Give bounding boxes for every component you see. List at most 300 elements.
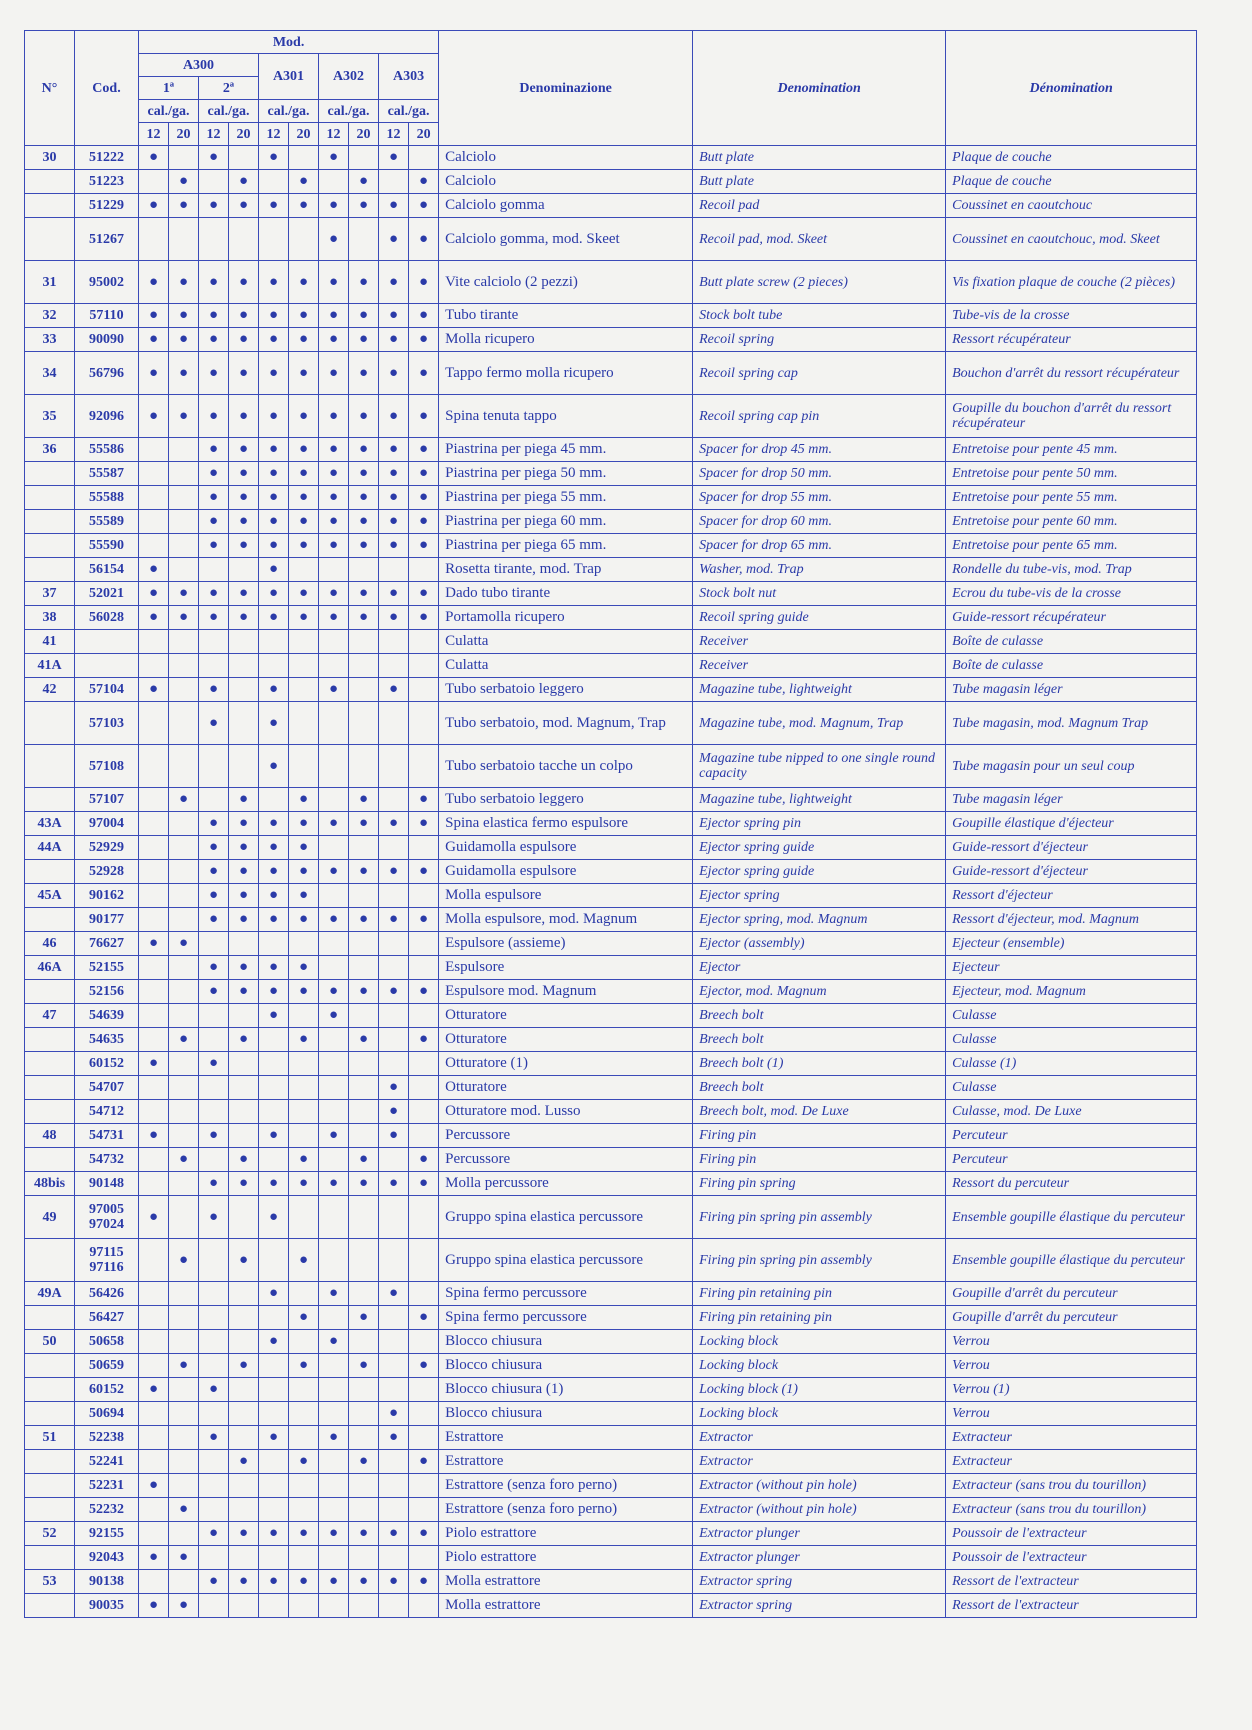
- availability-cell: ●: [199, 352, 229, 395]
- availability-cell: ●: [199, 304, 229, 328]
- availability-cell: ●: [229, 1354, 259, 1378]
- availability-cell: [379, 1474, 409, 1498]
- availability-cell: ●: [229, 908, 259, 932]
- availability-cell: ●: [379, 678, 409, 702]
- table-row: [25, 1148, 1197, 1172]
- availability-cell: ●: [259, 745, 289, 788]
- availability-cell: ●: [319, 462, 349, 486]
- availability-cell: [379, 1450, 409, 1474]
- availability-cell: ●: [379, 1124, 409, 1148]
- part-number: 42: [25, 678, 75, 702]
- denomination-fr-cell: Percuteur: [946, 1148, 1197, 1172]
- availability-cell: [169, 438, 199, 462]
- availability-cell: [379, 836, 409, 860]
- part-code: 56154: [75, 558, 139, 582]
- gauge-header: 20: [349, 123, 379, 146]
- table-row: [25, 884, 1197, 908]
- denominazione-cell: Culatta: [439, 654, 693, 678]
- denomination-cell: Magazine tube, lightweight: [693, 788, 946, 812]
- availability-cell: ●: [349, 395, 379, 438]
- gauge-header: 20: [409, 123, 439, 146]
- part-code: 56796: [75, 352, 139, 395]
- availability-cell: ●: [229, 486, 259, 510]
- availability-cell: [289, 702, 319, 745]
- denomination-fr-cell: Ressort récupérateur: [946, 328, 1197, 352]
- availability-cell: [289, 932, 319, 956]
- availability-cell: [169, 462, 199, 486]
- denomination-fr-cell: Extracteur: [946, 1450, 1197, 1474]
- availability-cell: [229, 1546, 259, 1570]
- table-row: [25, 438, 1197, 462]
- availability-cell: [139, 836, 169, 860]
- availability-cell: [349, 1076, 379, 1100]
- part-code: 52232: [75, 1498, 139, 1522]
- denomination-cell: Recoil spring guide: [693, 606, 946, 630]
- availability-cell: ●: [319, 261, 349, 304]
- availability-cell: ●: [349, 510, 379, 534]
- availability-cell: ●: [229, 462, 259, 486]
- availability-cell: ●: [199, 328, 229, 352]
- part-number: 44A: [25, 836, 75, 860]
- availability-cell: ●: [319, 534, 349, 558]
- availability-cell: [139, 1522, 169, 1546]
- part-number: [25, 1306, 75, 1330]
- availability-cell: ●: [199, 1124, 229, 1148]
- availability-cell: [289, 1004, 319, 1028]
- availability-cell: [259, 1028, 289, 1052]
- table-row: [25, 788, 1197, 812]
- availability-cell: [139, 534, 169, 558]
- availability-cell: ●: [319, 328, 349, 352]
- denomination-cell: Ejector spring pin: [693, 812, 946, 836]
- availability-cell: [259, 1148, 289, 1172]
- availability-cell: ●: [379, 1522, 409, 1546]
- availability-cell: ●: [259, 1172, 289, 1196]
- denomination-fr-cell: Entretoise pour pente 55 mm.: [946, 486, 1197, 510]
- availability-cell: ●: [259, 395, 289, 438]
- availability-cell: ●: [409, 1028, 439, 1052]
- availability-cell: ●: [289, 395, 319, 438]
- availability-cell: [139, 1450, 169, 1474]
- availability-cell: [379, 1148, 409, 1172]
- availability-cell: [199, 1148, 229, 1172]
- availability-cell: [229, 558, 259, 582]
- availability-cell: [139, 956, 169, 980]
- availability-cell: ●: [349, 486, 379, 510]
- denomination-fr-cell: Ressort d'éjecteur, mod. Magnum: [946, 908, 1197, 932]
- mod-header: Mod.: [139, 31, 439, 54]
- availability-cell: [199, 1076, 229, 1100]
- availability-cell: [169, 1330, 199, 1354]
- availability-cell: [169, 510, 199, 534]
- availability-cell: ●: [199, 194, 229, 218]
- availability-cell: [259, 218, 289, 261]
- availability-cell: [379, 1594, 409, 1618]
- availability-cell: [379, 1052, 409, 1076]
- availability-cell: ●: [319, 510, 349, 534]
- availability-cell: [379, 745, 409, 788]
- denomination-fr-cell: Goupille élastique d'éjecteur: [946, 812, 1197, 836]
- denominazione-cell: Calciolo gomma, mod. Skeet: [439, 218, 693, 261]
- table-row: [25, 1474, 1197, 1498]
- availability-cell: [169, 486, 199, 510]
- availability-cell: ●: [379, 218, 409, 261]
- availability-cell: [169, 1570, 199, 1594]
- denomination-fr-cell: Ensemble goupille élastique du percuteur: [946, 1239, 1197, 1282]
- availability-cell: ●: [229, 582, 259, 606]
- availability-cell: ●: [169, 328, 199, 352]
- table-row: [25, 146, 1197, 170]
- availability-cell: [139, 630, 169, 654]
- availability-cell: [409, 702, 439, 745]
- table-row: [25, 1546, 1197, 1570]
- availability-cell: [379, 956, 409, 980]
- availability-cell: ●: [409, 1172, 439, 1196]
- table-row: [25, 304, 1197, 328]
- denomination-fr-cell: Entretoise pour pente 60 mm.: [946, 510, 1197, 534]
- denomination-fr-cell: Verrou: [946, 1402, 1197, 1426]
- availability-cell: ●: [169, 1148, 199, 1172]
- availability-cell: ●: [199, 1196, 229, 1239]
- table-row: [25, 1004, 1197, 1028]
- availability-cell: ●: [319, 486, 349, 510]
- availability-cell: ●: [379, 462, 409, 486]
- denomination-cell: Spacer for drop 55 mm.: [693, 486, 946, 510]
- availability-cell: [409, 745, 439, 788]
- table-row: [25, 328, 1197, 352]
- availability-cell: ●: [349, 1172, 379, 1196]
- availability-cell: ●: [259, 812, 289, 836]
- availability-cell: [229, 654, 259, 678]
- denomination-fr-cell: Poussoir de l'extracteur: [946, 1522, 1197, 1546]
- table-row: [25, 1498, 1197, 1522]
- availability-cell: ●: [379, 1570, 409, 1594]
- gauge-header: 20: [229, 123, 259, 146]
- availability-cell: [409, 1124, 439, 1148]
- denominazione-cell: Guidamolla espulsore: [439, 836, 693, 860]
- gauge-header: 12: [319, 123, 349, 146]
- availability-cell: ●: [319, 304, 349, 328]
- availability-cell: [379, 1546, 409, 1570]
- denominazione-cell: Dado tubo tirante: [439, 582, 693, 606]
- availability-cell: [139, 1354, 169, 1378]
- availability-cell: [319, 1594, 349, 1618]
- part-code: 52238: [75, 1426, 139, 1450]
- part-code: 76627: [75, 932, 139, 956]
- availability-cell: [349, 956, 379, 980]
- availability-cell: [409, 1100, 439, 1124]
- part-code: 52928: [75, 860, 139, 884]
- availability-cell: ●: [289, 486, 319, 510]
- availability-cell: ●: [409, 328, 439, 352]
- availability-cell: ●: [229, 352, 259, 395]
- table-row: [25, 654, 1197, 678]
- denomination-fr-cell: Plaque de couche: [946, 146, 1197, 170]
- part-number: 41: [25, 630, 75, 654]
- part-number: 33: [25, 328, 75, 352]
- availability-cell: ●: [319, 146, 349, 170]
- table-body: [25, 146, 1197, 1618]
- denomination-fr-cell: Tube-vis de la crosse: [946, 304, 1197, 328]
- part-number: [25, 1474, 75, 1498]
- col-cod-header: Cod.: [75, 31, 139, 146]
- denomination-cell: Breech bolt, mod. De Luxe: [693, 1100, 946, 1124]
- availability-cell: [169, 1450, 199, 1474]
- availability-cell: ●: [409, 510, 439, 534]
- denomination-cell: Breech bolt: [693, 1028, 946, 1052]
- availability-cell: [319, 932, 349, 956]
- part-number: [25, 1052, 75, 1076]
- availability-cell: [229, 1306, 259, 1330]
- availability-cell: ●: [289, 582, 319, 606]
- table-row: [25, 1028, 1197, 1052]
- availability-cell: [169, 745, 199, 788]
- denominazione-cell: Blocco chiusura: [439, 1402, 693, 1426]
- part-number: 38: [25, 606, 75, 630]
- denomination-fr-cell: Verrou: [946, 1354, 1197, 1378]
- denomination-fr-cell: Culasse: [946, 1076, 1197, 1100]
- availability-cell: [229, 1426, 259, 1450]
- denomination-cell: Locking block: [693, 1402, 946, 1426]
- denomination-cell: Ejector spring: [693, 884, 946, 908]
- availability-cell: [319, 1076, 349, 1100]
- availability-cell: ●: [409, 534, 439, 558]
- series-header: 1ª: [139, 77, 199, 100]
- cal-header: cal./ga.: [319, 100, 379, 123]
- availability-cell: ●: [229, 1172, 259, 1196]
- denomination-fr-cell: Ressort de l'extracteur: [946, 1594, 1197, 1618]
- denomination-cell: Magazine tube nipped to one single round capacity: [693, 745, 946, 788]
- denominazione-cell: Tappo fermo molla ricupero: [439, 352, 693, 395]
- availability-cell: ●: [289, 956, 319, 980]
- denomination-fr-cell: Goupille d'arrêt du percuteur: [946, 1282, 1197, 1306]
- denomination-fr-cell: Culasse, mod. De Luxe: [946, 1100, 1197, 1124]
- table-row: [25, 956, 1197, 980]
- availability-cell: ●: [259, 1522, 289, 1546]
- col-en-header: Denomination: [693, 31, 946, 146]
- availability-cell: [349, 1004, 379, 1028]
- denomination-fr-cell: Boîte de culasse: [946, 630, 1197, 654]
- col-fr-header: Dénomination: [946, 31, 1197, 146]
- availability-cell: ●: [289, 1172, 319, 1196]
- availability-cell: [409, 1239, 439, 1282]
- availability-cell: [169, 1100, 199, 1124]
- part-number: [25, 534, 75, 558]
- availability-cell: [259, 1100, 289, 1124]
- denomination-fr-cell: Tube magasin pour un seul coup: [946, 745, 1197, 788]
- availability-cell: [259, 1354, 289, 1378]
- availability-cell: [409, 1196, 439, 1239]
- model-header: A303: [379, 54, 439, 100]
- part-number: [25, 1498, 75, 1522]
- denomination-cell: Ejector: [693, 956, 946, 980]
- denomination-fr-cell: Extracteur (sans trou du tourillon): [946, 1498, 1197, 1522]
- part-code: 50659: [75, 1354, 139, 1378]
- availability-cell: ●: [349, 328, 379, 352]
- part-code: 60152: [75, 1052, 139, 1076]
- availability-cell: ●: [379, 395, 409, 438]
- availability-cell: ●: [319, 1172, 349, 1196]
- availability-cell: ●: [409, 788, 439, 812]
- availability-cell: ●: [199, 606, 229, 630]
- availability-cell: ●: [229, 884, 259, 908]
- availability-cell: [139, 1028, 169, 1052]
- availability-cell: [379, 170, 409, 194]
- availability-cell: ●: [289, 510, 319, 534]
- denomination-fr-cell: Entretoise pour pente 45 mm.: [946, 438, 1197, 462]
- availability-cell: ●: [199, 980, 229, 1004]
- part-code: 52021: [75, 582, 139, 606]
- denomination-fr-cell: Rondelle du tube-vis, mod. Trap: [946, 558, 1197, 582]
- part-number: [25, 1239, 75, 1282]
- availability-cell: [319, 630, 349, 654]
- availability-cell: [199, 1306, 229, 1330]
- availability-cell: ●: [319, 860, 349, 884]
- denomination-cell: Butt plate screw (2 pieces): [693, 261, 946, 304]
- availability-cell: [289, 1498, 319, 1522]
- denomination-cell: Spacer for drop 65 mm.: [693, 534, 946, 558]
- part-code: 97005 97024: [75, 1196, 139, 1239]
- availability-cell: ●: [379, 352, 409, 395]
- availability-cell: ●: [409, 582, 439, 606]
- availability-cell: ●: [289, 1522, 319, 1546]
- availability-cell: ●: [349, 980, 379, 1004]
- denomination-cell: Extractor spring: [693, 1594, 946, 1618]
- table-row: [25, 1052, 1197, 1076]
- availability-cell: [349, 1402, 379, 1426]
- availability-cell: ●: [289, 534, 319, 558]
- denomination-cell: Breech bolt (1): [693, 1052, 946, 1076]
- availability-cell: [319, 654, 349, 678]
- availability-cell: [319, 956, 349, 980]
- availability-cell: [169, 218, 199, 261]
- availability-cell: ●: [349, 606, 379, 630]
- availability-cell: ●: [349, 194, 379, 218]
- availability-cell: ●: [259, 558, 289, 582]
- part-code: 90177: [75, 908, 139, 932]
- denomination-fr-cell: Tube magasin léger: [946, 788, 1197, 812]
- availability-cell: ●: [169, 1239, 199, 1282]
- denominazione-cell: Piastrina per piega 65 mm.: [439, 534, 693, 558]
- availability-cell: [139, 170, 169, 194]
- part-number: [25, 1028, 75, 1052]
- availability-cell: [139, 702, 169, 745]
- availability-cell: ●: [139, 1124, 169, 1148]
- table-row: [25, 486, 1197, 510]
- availability-cell: ●: [139, 1474, 169, 1498]
- availability-cell: ●: [319, 1522, 349, 1546]
- part-number: 47: [25, 1004, 75, 1028]
- availability-cell: [379, 702, 409, 745]
- availability-cell: ●: [199, 438, 229, 462]
- availability-cell: [349, 1474, 379, 1498]
- part-number: 36: [25, 438, 75, 462]
- part-number: [25, 860, 75, 884]
- availability-cell: [169, 678, 199, 702]
- availability-cell: ●: [319, 1124, 349, 1148]
- availability-cell: ●: [199, 1426, 229, 1450]
- model-header: A302: [319, 54, 379, 100]
- part-number: 46: [25, 932, 75, 956]
- availability-cell: ●: [379, 534, 409, 558]
- part-code: 55586: [75, 438, 139, 462]
- table-row: [25, 1306, 1197, 1330]
- availability-cell: ●: [319, 1004, 349, 1028]
- availability-cell: [139, 1498, 169, 1522]
- availability-cell: ●: [409, 1354, 439, 1378]
- availability-cell: ●: [259, 261, 289, 304]
- table-header: [25, 31, 1197, 146]
- availability-cell: [349, 884, 379, 908]
- availability-cell: ●: [229, 328, 259, 352]
- availability-cell: ●: [139, 194, 169, 218]
- availability-cell: [289, 1402, 319, 1426]
- denomination-fr-cell: Ressort d'éjecteur: [946, 884, 1197, 908]
- denomination-cell: Extractor plunger: [693, 1522, 946, 1546]
- denominazione-cell: Calciolo gomma: [439, 194, 693, 218]
- availability-cell: [289, 1378, 319, 1402]
- availability-cell: [229, 1330, 259, 1354]
- availability-cell: ●: [199, 702, 229, 745]
- availability-cell: [229, 146, 259, 170]
- part-code: 50694: [75, 1402, 139, 1426]
- denomination-cell: Recoil spring: [693, 328, 946, 352]
- denomination-fr-cell: Guide-ressort d'éjecteur: [946, 836, 1197, 860]
- availability-cell: [139, 1426, 169, 1450]
- availability-cell: ●: [319, 980, 349, 1004]
- availability-cell: [199, 1450, 229, 1474]
- availability-cell: [379, 654, 409, 678]
- table-row: [25, 1378, 1197, 1402]
- availability-cell: [199, 1474, 229, 1498]
- availability-cell: ●: [199, 261, 229, 304]
- availability-cell: ●: [229, 1570, 259, 1594]
- availability-cell: ●: [409, 812, 439, 836]
- availability-cell: ●: [289, 1354, 319, 1378]
- denomination-fr-cell: Goupille d'arrêt du percuteur: [946, 1306, 1197, 1330]
- availability-cell: [409, 678, 439, 702]
- availability-cell: ●: [289, 860, 319, 884]
- availability-cell: ●: [379, 582, 409, 606]
- availability-cell: ●: [379, 510, 409, 534]
- availability-cell: ●: [169, 932, 199, 956]
- availability-cell: ●: [259, 908, 289, 932]
- denominazione-cell: Tubo serbatoio tacche un colpo: [439, 745, 693, 788]
- availability-cell: ●: [259, 1124, 289, 1148]
- part-number: 48: [25, 1124, 75, 1148]
- availability-cell: [229, 630, 259, 654]
- part-code: 57103: [75, 702, 139, 745]
- table-row: [25, 702, 1197, 745]
- availability-cell: ●: [409, 395, 439, 438]
- denomination-cell: Recoil pad: [693, 194, 946, 218]
- part-number: [25, 1148, 75, 1172]
- denomination-cell: Ejector (assembly): [693, 932, 946, 956]
- availability-cell: [139, 218, 169, 261]
- part-code: 90138: [75, 1570, 139, 1594]
- denomination-cell: Firing pin spring pin assembly: [693, 1239, 946, 1282]
- part-code: 55588: [75, 486, 139, 510]
- parts-list-sheet: [24, 30, 1196, 1618]
- availability-cell: ●: [259, 146, 289, 170]
- denomination-cell: Stock bolt nut: [693, 582, 946, 606]
- availability-cell: [379, 1196, 409, 1239]
- availability-cell: [259, 788, 289, 812]
- part-number: 51: [25, 1426, 75, 1450]
- availability-cell: [259, 654, 289, 678]
- availability-cell: ●: [259, 194, 289, 218]
- availability-cell: [289, 1076, 319, 1100]
